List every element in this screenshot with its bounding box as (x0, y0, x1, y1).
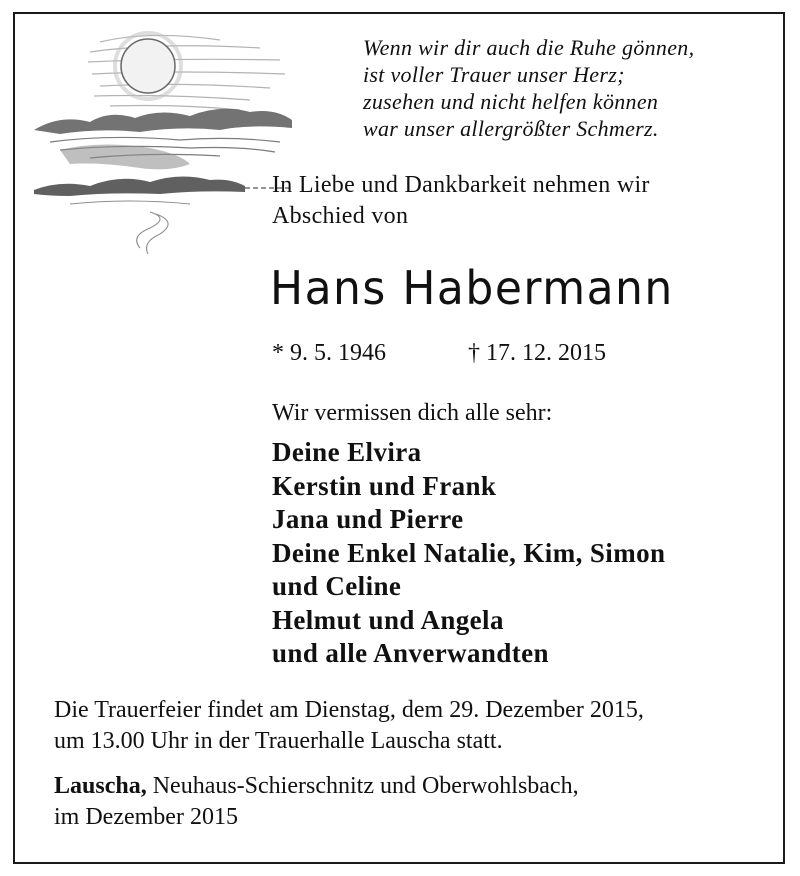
deceased-name: Hans Habermann (270, 262, 674, 316)
mourners-list (272, 436, 772, 671)
intro-line: In Liebe und Dankbarkeit nehmen wir (272, 172, 650, 198)
ceremony-line: um 13.00 Uhr in der Trauerhalle Lauscha statt. (54, 728, 503, 754)
intro-line: Abschied von (272, 203, 409, 229)
mourner-line: Deine Enkel Natalie, Kim, Simon (272, 537, 666, 568)
poem-line: ist voller Trauer unser Herz; (363, 62, 625, 87)
mourner-line: Jana und Pierre (272, 504, 464, 534)
mourner-line: und Celine (272, 571, 402, 601)
farewell-intro (272, 170, 772, 232)
poem-line: zusehen und nicht helfen können (363, 89, 659, 114)
ceremony-info (54, 695, 774, 757)
place-town: Lauscha, (54, 773, 147, 799)
death-date: † 17. 12. 2015 (468, 340, 606, 366)
ceremony-line: Die Trauerfeier findet am Dienstag, dem 29. Dezember 2015, (54, 697, 644, 723)
mourner-line: Kerstin und Frank (272, 470, 497, 501)
place-and-date (54, 771, 774, 833)
birth-date: * 9. 5. 1946 (272, 340, 386, 366)
life-dates (272, 337, 772, 369)
poem-line: Wenn wir dir auch die Ruhe gönnen, (363, 35, 695, 60)
place-line (54, 771, 774, 802)
mourner-line: und alle Anverwandten (272, 638, 549, 668)
poem-block (363, 34, 773, 142)
mourner-line: Deine Elvira (272, 437, 422, 467)
notice-date: im Dezember 2015 (54, 804, 238, 830)
place-rest: Neuhaus-Schierschnitz und Oberwohlsbach, (146, 773, 579, 799)
poem-line: war unser allergrößter Schmerz. (363, 116, 659, 141)
mourners-intro: Wir vermissen dich alle sehr: (272, 400, 553, 426)
moon-over-sea-sketch-icon (30, 22, 300, 262)
moon-shape (121, 39, 175, 93)
mourner-line: Helmut und Angela (272, 604, 504, 635)
